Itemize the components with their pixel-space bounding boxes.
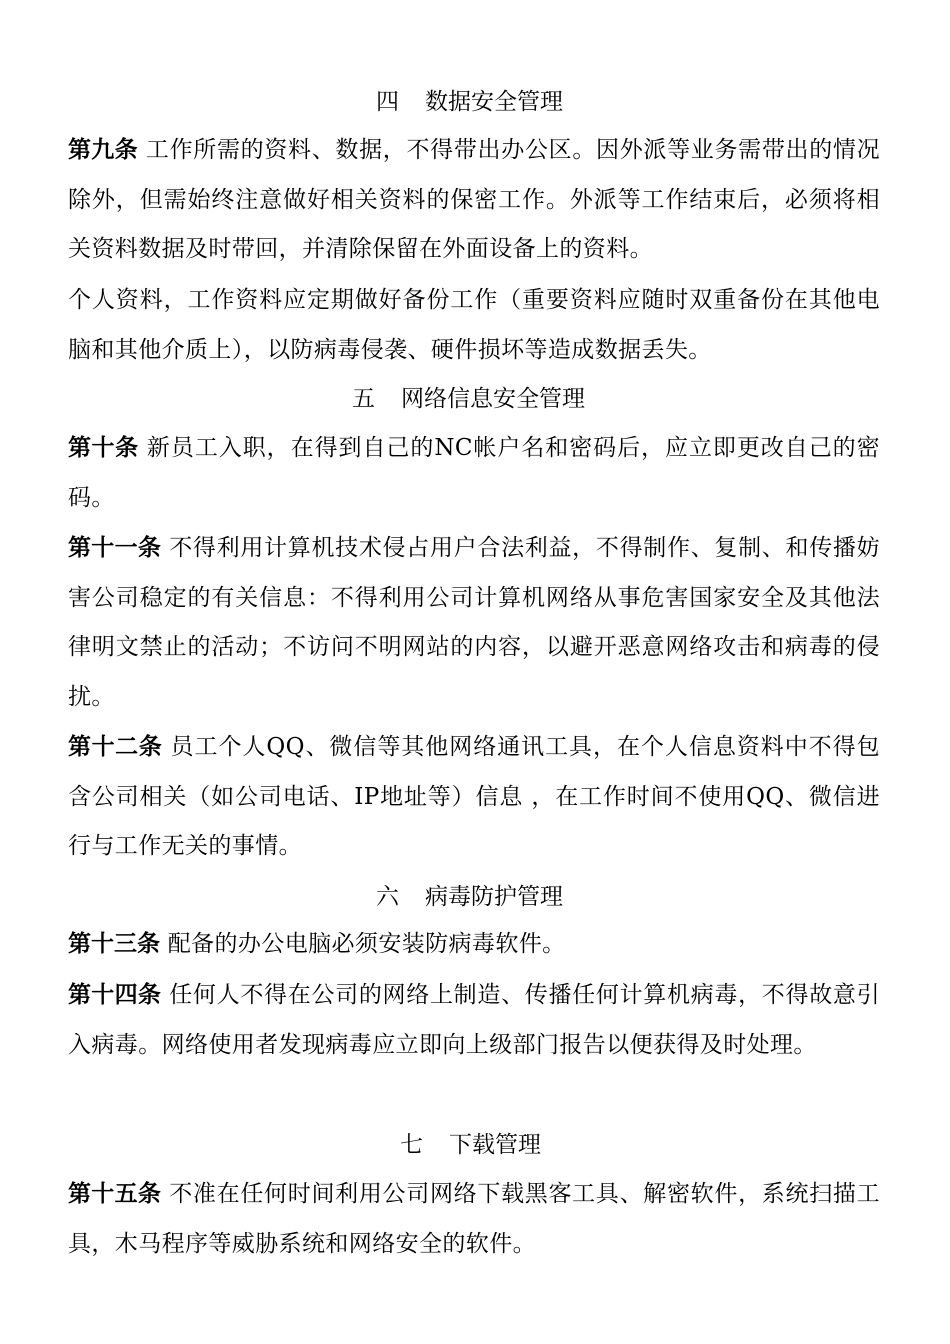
article-11 bbox=[68, 524, 880, 722]
article-label: 第十四条 bbox=[68, 982, 162, 1008]
paragraph-personal-data bbox=[68, 276, 880, 375]
article-12 bbox=[68, 723, 880, 872]
article-text: 不准在任何时间利用公司网络下载黑客工具、解密软件，系统扫描工具，木马程序等威胁系统和网络安全的软件。 bbox=[68, 1181, 881, 1257]
section-title: 数据安全管理 bbox=[425, 89, 563, 115]
section-heading-6 bbox=[376, 882, 563, 912]
article-text: 员工个人QQ、微信等其他网络通讯工具，在个人信息资料中不得包含公司相关（如公司电话、IP地址等）信息 ，在工作时间不使用QQ、微信进行与工作无关的事情。 bbox=[68, 734, 880, 859]
section-number: 五 bbox=[352, 386, 375, 412]
article-9 bbox=[68, 126, 880, 275]
article-text: 工作所需的资料、数据，不得带出办公区。因外派等业务需带出的情况除外，但需始终注意做好相关资料的保密工作。外派等工作结束后，必须将相关资料数据及时带回，并清除保留在外面设备上的资料。 bbox=[68, 137, 881, 262]
section-heading-4 bbox=[376, 87, 563, 117]
article-label: 第十五条 bbox=[68, 1181, 162, 1207]
article-14 bbox=[68, 971, 880, 1070]
article-label: 第十三条 bbox=[68, 931, 160, 957]
article-label: 第十条 bbox=[68, 435, 139, 461]
section-heading-5 bbox=[352, 384, 585, 414]
article-text: 不得利用计算机技术侵占用户合法利益，不得制作、复制、和传播妨害公司稳定的有关信息：不得利用公司计算机网络从事危害国家安全及其他法律明文禁止的活动；不访问不明网站的内容，以避开恶意网络攻击和病毒的侵扰。 bbox=[68, 535, 881, 710]
article-text: 任何人不得在公司的网络上制造、传播任何计算机病毒，不得故意引入病毒。网络使用者发现病毒应立即向上级部门报告以便获得及时处理。 bbox=[68, 982, 881, 1058]
section-number: 六 bbox=[376, 884, 399, 910]
article-text: 新员工入职，在得到自己的NC帐户名和密码后，应立即更改自己的密码。 bbox=[68, 435, 881, 511]
paragraph-text: 个人资料，工作资料应定期做好备份工作（重要资料应随时双重备份在其他电脑和其他介质上），以防病毒侵袭、硬件损坏等造成数据丢失。 bbox=[68, 287, 880, 363]
article-label: 第九条 bbox=[68, 137, 138, 163]
section-number: 四 bbox=[376, 89, 399, 115]
section-title: 病毒防护管理 bbox=[425, 884, 563, 910]
article-text: 配备的办公电脑必须安装防病毒软件。 bbox=[167, 931, 566, 957]
section-number: 七 bbox=[400, 1132, 423, 1158]
article-13 bbox=[68, 920, 880, 970]
section-title: 网络信息安全管理 bbox=[401, 386, 585, 412]
section-title: 下载管理 bbox=[449, 1132, 541, 1158]
article-15 bbox=[68, 1170, 880, 1269]
article-label: 第十一条 bbox=[68, 535, 162, 561]
article-10 bbox=[68, 424, 880, 523]
section-heading-7 bbox=[400, 1130, 541, 1160]
article-label: 第十二条 bbox=[68, 734, 163, 760]
